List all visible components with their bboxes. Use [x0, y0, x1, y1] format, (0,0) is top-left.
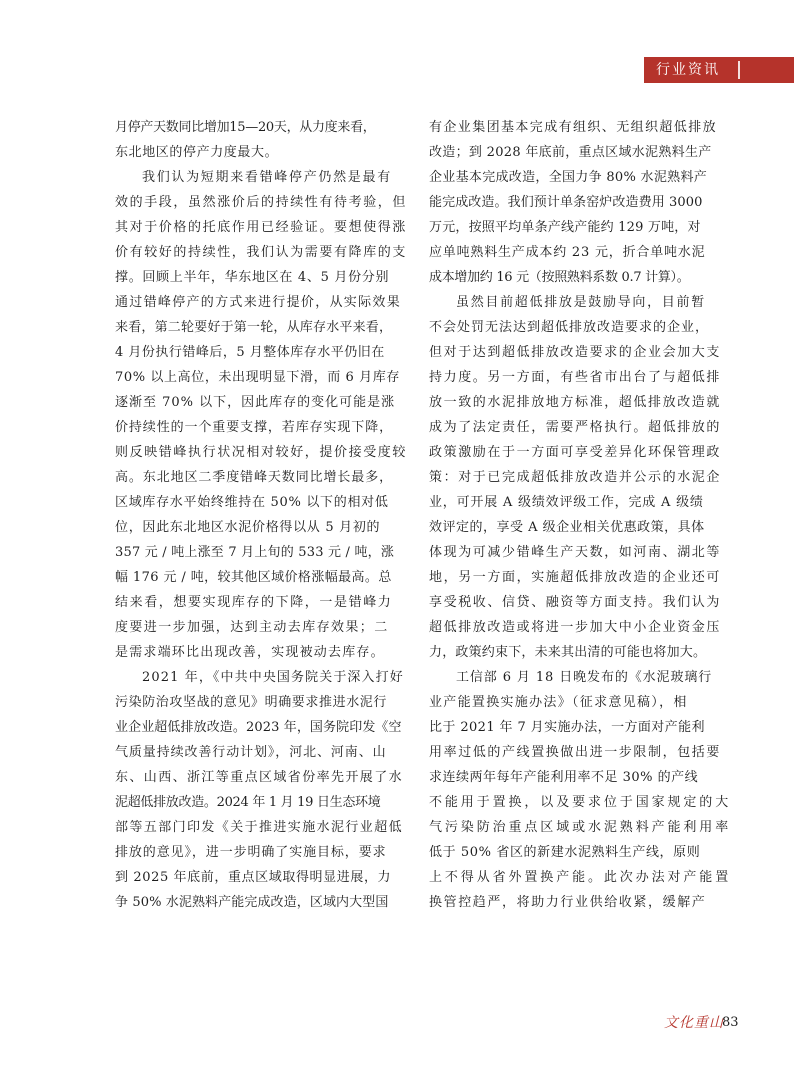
text-line: 持力度。另一方面，有些省市出台了与超低排: [429, 370, 722, 385]
page-number: 83: [722, 1015, 739, 1030]
text-line: 东北地区的停产力度最大。: [115, 145, 279, 160]
text-line: 成为了法定责任，需要严格执行。超低排放的: [429, 420, 722, 435]
text-line: 价持续性的一个重要支撑，若库存实现下降，: [115, 420, 394, 435]
text-line: 气污染防治重点区域或水泥熟料产能利用率: [429, 820, 732, 835]
text-line: 357 元 / 吨上涨至 7 月上旬的 533 元 / 吨，涨: [115, 545, 395, 560]
text-line: 排放的意见》，进一步明确了实施目标，要求: [115, 845, 387, 860]
text-line: 效的手段，虽然涨价后的持续性有待考验，但: [115, 195, 408, 210]
text-line: 逐渐至 70% 以下，因此库存的变化可能是涨: [115, 395, 396, 410]
text-line: 通过错峰停产的方式来进行提价，从实际效果: [115, 295, 402, 310]
text-line: 到 2025 年底前，重点区域取得明显进展，力: [115, 870, 392, 885]
text-line: 求连续两年每年产能利用率不足 30% 的产线: [429, 770, 699, 785]
text-line: 超低排放改造或将进一步加大中小企业资金压: [429, 620, 722, 635]
right-text-column: [429, 115, 791, 915]
text-line: 政策激励在于一方面可享受差异化环保管理政: [429, 445, 722, 460]
section-tag-label: 行业资讯: [656, 62, 720, 78]
text-line: 上不得从省外置换产能。此次办法对产能置: [429, 870, 732, 885]
text-line: 地，另一方面，实施超低排放改造的企业还可: [429, 570, 722, 585]
left-text-column: [115, 115, 477, 915]
text-line: 气质量持续改善行动计划》，河北、河南、山: [115, 745, 387, 760]
text-line: 万元，按照平均单条产线产能约 129 万吨，对: [429, 220, 701, 235]
text-line: 结来看，想要实现库存的下降，一是错峰力: [115, 595, 393, 610]
text-line: 4 月份执行错峰后，5 月整体库存水平仍旧在: [115, 345, 385, 360]
paragraph-start-line: 工信部 6 月 18 日晚发布的《水泥玻璃行: [456, 670, 713, 685]
text-line: 撑。回顾上半年，华东地区在 4、5 月份分别: [115, 270, 390, 285]
text-line: 比于 2021 年 7 月实施办法，一方面对产能利: [429, 720, 705, 735]
text-line: 力，政策约束下，未来其出清的可能也将加大。: [429, 645, 707, 660]
text-line: 高。东北地区二季度错峰天数同比增长最多，: [115, 470, 394, 485]
text-line: 改造；到 2028 年底前，重点区域水泥熟料生产: [429, 145, 712, 160]
text-line: 度要进一步加强，达到主动去库存效果；二: [115, 620, 389, 635]
paragraph-start-line: 2021 年，《中共中央国务院关于深入打好: [142, 670, 404, 685]
text-line: 业企业超低排放改造。2023 年，国务院印发《空: [115, 720, 402, 735]
section-tag-divider: [738, 61, 740, 79]
text-line: 则反映错峰执行状况相对较好，提价接受度较: [115, 445, 408, 460]
text-line: 争 50% 水泥熟料产能完成改造，区域内大型国: [115, 895, 389, 910]
text-line: 位，因此东北地区水泥价格得以从 5 月初的: [115, 520, 381, 535]
text-line: 但对于达到超低排放改造要求的企业会加大支: [429, 345, 722, 360]
text-line: 污染防治攻坚战的意见》明确要求推进水泥行: [115, 695, 388, 710]
text-line: 企业基本完成改造，全国力争 80% 水泥熟料产: [429, 170, 708, 185]
text-line: 来看，第二轮要好于第一轮，从库存水平来看，: [115, 320, 393, 335]
text-line: 放一致的水泥排放地方标准，超低排放改造就: [429, 395, 722, 410]
paragraph-start-line: 我们认为短期来看错峰停产仍然是最有: [142, 170, 392, 185]
paragraph-start-line: 虽然目前超低排放是鼓励导向，目前暂: [456, 295, 706, 310]
text-line: 换管控趋严，将助力行业供给收紧，缓解产: [429, 895, 707, 910]
text-line: 泥超低排放改造。2024 年 1 月 19 日生态环境: [115, 795, 381, 810]
text-line: 是需求端环比出现改善，实现被动去库存。: [115, 645, 385, 660]
text-line: 其对于价格的托底作用已经验证。要想使得涨: [115, 220, 408, 235]
text-line: 低于 50% 省区的新建水泥熟料生产线，原则: [429, 845, 701, 860]
text-line: 用率过低的产线置换做出进一步限制，包括要: [429, 745, 722, 760]
text-line: 东、山西、浙江等重点区域省份率先开展了水: [115, 770, 404, 785]
text-line: 有企业集团基本完成有组织、无组织超低排放: [429, 120, 718, 135]
magazine-logo: 文化重山: [664, 1015, 724, 1031]
text-line: 效评定的，享受 A 级企业相关优惠政策，具体: [429, 520, 705, 535]
text-line: 月停产天数同比增加15—20天，从力度来看，: [115, 120, 376, 135]
text-line: 成本增加约 16 元（按照熟料系数 0.7 计算）。: [429, 270, 690, 285]
text-line: 策：对于已完成超低排放改造并公示的水泥企: [429, 470, 722, 485]
text-line: 能完成改造。我们预计单条窑炉改造费用 3000: [429, 195, 703, 210]
text-line: 业，可开展 A 级绩效评级工作，完成 A 级绩: [429, 495, 704, 510]
text-line: 70% 以上高位，未出现明显下滑，而 6 月库存: [115, 370, 400, 385]
text-line: 体现为可减少错峰生产天数，如河南、湖北等: [429, 545, 722, 560]
text-line: 享受税收、信贷、融资等方面支持。我们认为: [429, 595, 722, 610]
text-line: 不能用于置换，以及要求位于国家规定的大: [429, 795, 732, 810]
text-line: 业产能置换实施办法》（征求意见稿），相: [429, 695, 688, 710]
section-tag: [644, 57, 794, 83]
text-line: 价有较好的持续性，我们认为需要有降库的支: [115, 245, 408, 260]
text-line: 幅 176 元 / 吨，较其他区域价格涨幅最高。总: [115, 570, 392, 585]
text-line: 区域库存水平始终维持在 50% 以下的相对低: [115, 495, 389, 510]
text-line: 部等五部门印发《关于推进实施水泥行业超低: [115, 820, 404, 835]
text-line: 应单吨熟料生产成本约 23 元，折合单吨水泥: [429, 245, 706, 260]
text-line: 不会处罚无法达到超低排放改造要求的企业，: [429, 320, 710, 335]
